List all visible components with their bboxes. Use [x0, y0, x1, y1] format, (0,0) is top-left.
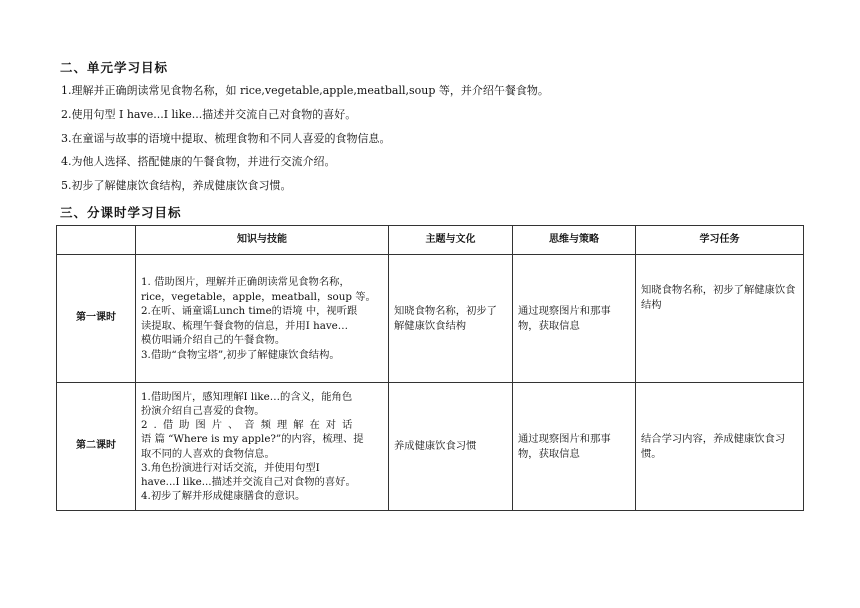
task-cell: [636, 383, 804, 511]
skills-line: 4.初步了解并形成健康膳食的意识。: [141, 490, 306, 503]
theme-cell: [389, 383, 513, 511]
skills-cell: [136, 255, 389, 383]
skills-line: 语 篇 “Where is my apple?”的内容，梳理、提: [141, 433, 364, 446]
unit-goal-5: 5.初步了解健康饮食结构，养成健康饮食习惯。: [61, 179, 292, 192]
thinking-cell: [513, 255, 636, 383]
unit-goal-1: 1.理解并正确朗读常见食物名称，如 rice,vegetable,apple,meatball,soup 等，并介绍午餐食物。: [61, 84, 549, 97]
skills-line: 1.借助图片，感知理解I like…的含义，能角色: [141, 390, 353, 403]
theme-cell: [389, 255, 513, 383]
table-row: [57, 255, 804, 383]
table-header-row: [57, 226, 804, 255]
header-theme: 主题与文化: [389, 226, 513, 255]
header-thinking: 思维与策略: [513, 226, 636, 255]
unit-goals-heading: 二、单元学习目标: [60, 60, 169, 75]
skills-line: 模仿唱诵介绍自己的午餐食物。: [141, 334, 286, 346]
row-label: 第一课时: [57, 255, 136, 383]
task-text: 结合学习内容，养成健康饮食习惯。: [641, 433, 786, 460]
skills-line: 读提取、梳理午餐食物的信息，并用I have…: [141, 319, 349, 332]
skills-line: 取不同的人喜欢的食物信息。: [141, 447, 275, 460]
lesson-goals-heading: 三、分课时学习目标: [60, 205, 182, 220]
unit-goal-3: 3.在童谣与故事的语境中提取、梳理食物和不同人喜爱的食物信息。: [61, 132, 391, 145]
thinking-text: 通过现察图片和那事物，获取信息: [518, 305, 611, 332]
skills-cell: [136, 383, 389, 511]
header-empty: [57, 226, 136, 255]
theme-text: 知晓食物名称，初步了解健康饮食结构: [394, 305, 497, 332]
skills-line: 3.借助“食物宝塔”,初步了解健康饮食结构。: [141, 348, 340, 361]
lesson-goals-table: [56, 225, 804, 511]
thinking-text: 通过现察图片和那事物，获取信息: [518, 433, 611, 460]
skills-line: rice，vegetable，apple，meatball，soup 等。: [141, 290, 376, 303]
skills-line: 扮演介绍自己喜爱的食物。: [141, 404, 265, 417]
skills-line: 3.角色扮演进行对话交流，并使用句型I: [141, 461, 320, 474]
task-cell: [636, 255, 804, 383]
theme-text: 养成健康饮食习惯: [394, 440, 477, 453]
header-task: 学习任务: [636, 226, 804, 255]
row-label: 第二课时: [57, 383, 136, 511]
header-skills: 知识与技能: [136, 226, 389, 255]
skills-line: 1. 借助图片，理解并正确朗读常见食物名称，: [141, 276, 350, 288]
table-row: [57, 383, 804, 511]
task-text: 知晓食物名称，初步了解健康饮食结构: [641, 284, 796, 311]
unit-goal-2: 2.使用句型 I have...I like...描述并交流自己对食物的喜好。: [61, 108, 357, 121]
thinking-cell: [513, 383, 636, 511]
skills-line: 2.借助图片、音频理解在对话: [141, 419, 359, 432]
skills-line: 2.在听、诵童谣Lunch time的语境 中，视听跟: [141, 305, 358, 317]
unit-goal-4: 4.为他人选择、搭配健康的午餐食物，并进行交流介绍。: [61, 155, 336, 168]
skills-line: have...I like...描述并交流自己对食物的喜好。: [141, 475, 356, 488]
